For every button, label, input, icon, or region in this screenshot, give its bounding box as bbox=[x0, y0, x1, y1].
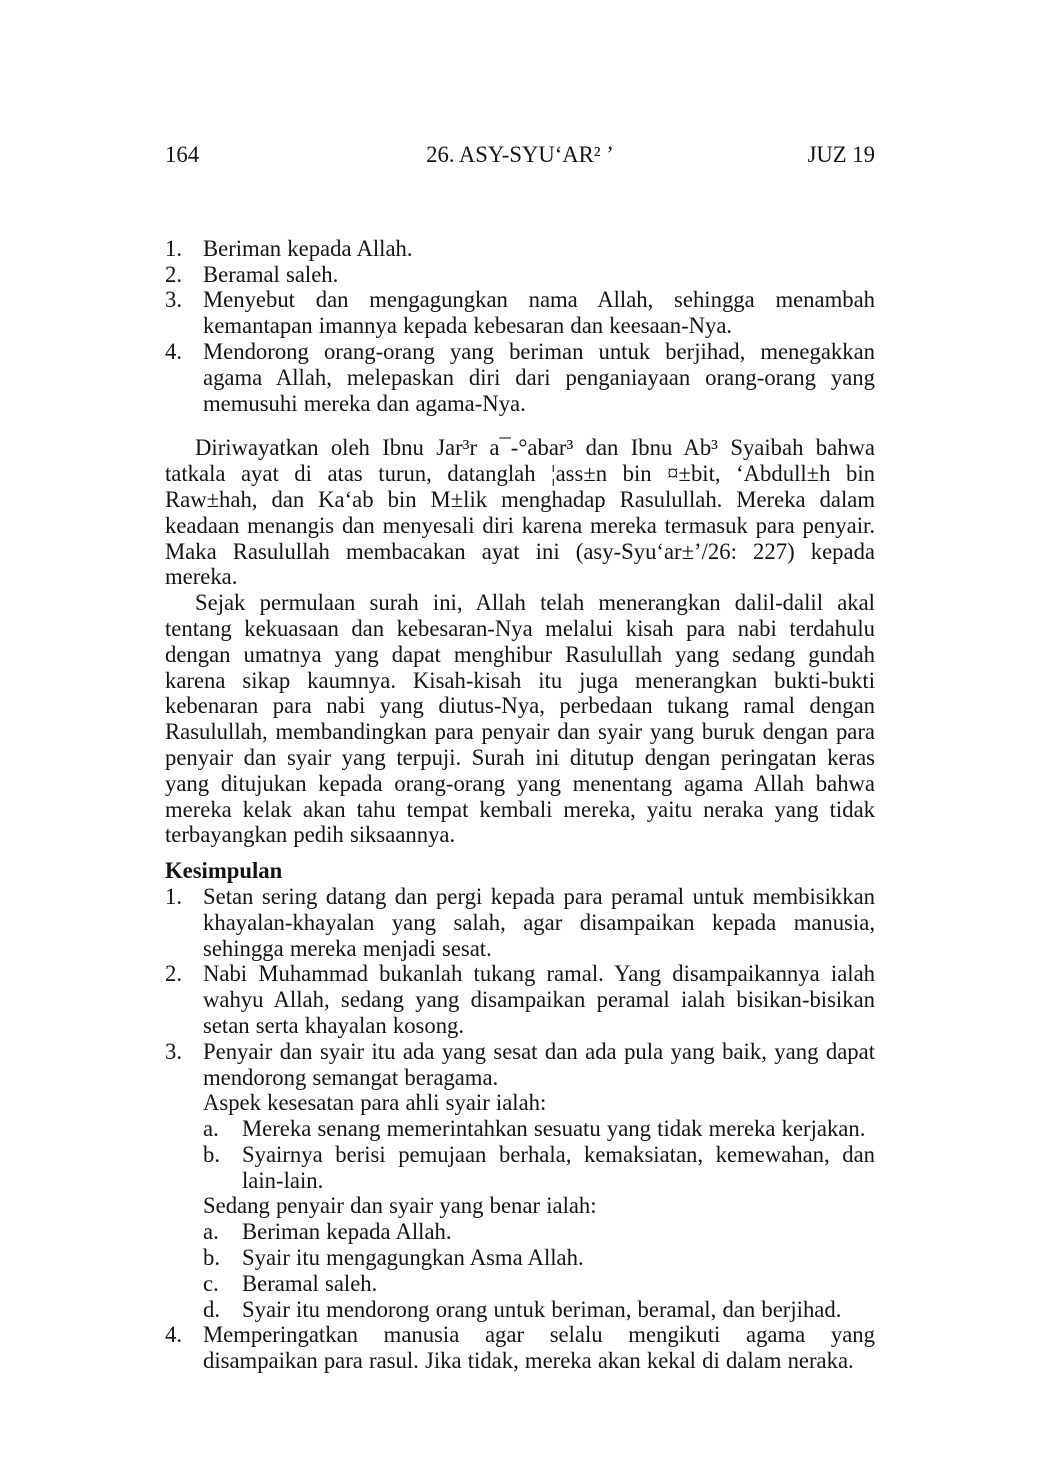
list-item-text: Memperingatkan manusia agar selalu mengikuti agama yang disampaikan para rasul. Jika tidak, mereka akan kekal di dalam neraka. bbox=[203, 1322, 875, 1374]
sub-list-marker: d. bbox=[203, 1296, 221, 1322]
list-item bbox=[165, 1039, 875, 1323]
sub-list-marker: b. bbox=[203, 1141, 221, 1167]
benar-sublist bbox=[203, 1219, 875, 1322]
sub-list-item bbox=[203, 1142, 875, 1194]
list-marker: 4. bbox=[165, 338, 183, 364]
list-item bbox=[165, 884, 875, 961]
sub-list-marker: a. bbox=[203, 1116, 219, 1142]
kesimpulan-heading: Kesimpulan bbox=[165, 858, 283, 884]
list-item-text: Beramal saleh. bbox=[203, 261, 339, 287]
page-number: 164 bbox=[165, 142, 200, 167]
benar-intro-line: Sedang penyair dan syair yang benar ialah: bbox=[203, 1193, 597, 1219]
list-item-text: Nabi Muhammad bukanlah tukang ramal. Yang disampaikannya ialah wahyu Allah, sedang yang disampaikan peramal ialah bisikan-bisikan setan serta khayalan kosong. bbox=[203, 961, 875, 1038]
paragraph-diriwayatkan: Diriwayatkan oleh Ibnu Jar³r a¯-°abar³ dan Ibnu Ab³ Syaibah bahwa tatkala ayat di atas turun, datanglah ¦ass±n bin ¤±bit, ‘Abdull±h bin Raw±hah, dan Ka‘ab bin M±lik menghadap Rasulullah. Mereka dalam keadaan menangis dan menyesali diri karena mereka termasuk para penyair. Maka Rasulullah membacakan ayat ini (asy-Syu‘ar±’/26: 227) kepada mereka. bbox=[165, 435, 875, 590]
list-marker: 3. bbox=[165, 1038, 183, 1064]
surah-title: 26. ASY-SYU‘AR² ’ bbox=[426, 142, 614, 167]
list-item bbox=[165, 339, 875, 416]
list-item-text: Menyebut dan mengagungkan nama Allah, sehingga menambah kemantapan imannya kepada kebesaran dan keesaan-Nya. bbox=[203, 287, 875, 339]
kesimpulan-list bbox=[165, 884, 875, 1374]
sub-list-item-text: Beramal saleh. bbox=[242, 1270, 378, 1296]
aspek-sublist bbox=[203, 1116, 875, 1193]
list-marker: 4. bbox=[165, 1322, 183, 1348]
list-marker: 2. bbox=[165, 261, 183, 287]
sub-list-item-text: Syair itu mengagungkan Asma Allah. bbox=[242, 1245, 584, 1271]
intro-list bbox=[165, 236, 875, 417]
sub-list-item bbox=[203, 1245, 875, 1271]
list-marker: 1. bbox=[165, 235, 183, 261]
list-item bbox=[165, 287, 875, 339]
sub-list-item bbox=[203, 1271, 875, 1297]
sub-list-marker: a. bbox=[203, 1219, 219, 1245]
sub-list-marker: b. bbox=[203, 1245, 221, 1271]
sub-list-item bbox=[203, 1219, 875, 1245]
sub-list-item bbox=[203, 1297, 875, 1323]
sub-list-item-text: Syairnya berisi pemujaan berhala, kemaksiatan, kemewahan, dan lain-lain. bbox=[242, 1141, 875, 1193]
list-item bbox=[165, 236, 875, 262]
list-item-text: Setan sering datang dan pergi kepada para peramal untuk membisikkan khayalan-khayalan yang salah, agar disampaikan kepada manusia, sehingga mereka menjadi sesat. bbox=[203, 883, 875, 961]
page-header bbox=[165, 142, 875, 168]
list-item bbox=[165, 1322, 875, 1374]
paragraph-sejak: Sejak permulaan surah ini, Allah telah menerangkan dalil-dalil akal tentang kekuasaan dan kebesaran-Nya melalui kisah para nabi terdahulu dengan umatnya yang dapat menghibur Rasulullah yang sedang gundah karena sikap kaumnya. Kisah-kisah itu juga menerangkan bukti-bukti kebenaran para nabi yang diutus-Nya, perbedaan tukang ramal dengan Rasulullah, membandingkan para penyair dan syair yang buruk dengan para penyair dan syair yang terpuji. Surah ini ditutup dengan peringatan keras yang ditujukan kepada orang-orang yang menentang agama Allah bahwa mereka kelak akan tahu tempat kembali mereka, yaitu neraka yang tidak terbayangkan pedih siksaannya. bbox=[165, 590, 875, 848]
list-item bbox=[165, 262, 875, 288]
sub-list-item-text: Syair itu mendorong orang untuk beriman, beramal, dan berjihad. bbox=[242, 1296, 842, 1322]
aspek-intro-line: Aspek kesesatan para ahli syair ialah: bbox=[203, 1090, 547, 1116]
list-marker: 1. bbox=[165, 883, 183, 909]
juz-label: JUZ 19 bbox=[807, 142, 875, 167]
list-marker: 3. bbox=[165, 287, 183, 313]
sub-list-item-text: Beriman kepada Allah. bbox=[242, 1219, 452, 1245]
sub-list-item bbox=[203, 1116, 875, 1142]
sub-list-item-text: Mereka senang memerintahkan sesuatu yang tidak mereka kerjakan. bbox=[242, 1116, 866, 1142]
list-item-text: Beriman kepada Allah. bbox=[203, 235, 413, 261]
sub-list-marker: c. bbox=[203, 1270, 219, 1296]
list-marker: 2. bbox=[165, 961, 183, 987]
list-item-body bbox=[203, 1039, 875, 1323]
list-item bbox=[165, 961, 875, 1038]
list-item-text: Penyair dan syair itu ada yang sesat dan ada pula yang baik, yang dapat mendorong semangat beragama. bbox=[203, 1038, 875, 1090]
list-item-text: Mendorong orang-orang yang beriman untuk berjihad, menegakkan agama Allah, melepaskan diri dari penganiayaan orang-orang yang memusuhi mereka dan agama-Nya. bbox=[203, 338, 875, 416]
